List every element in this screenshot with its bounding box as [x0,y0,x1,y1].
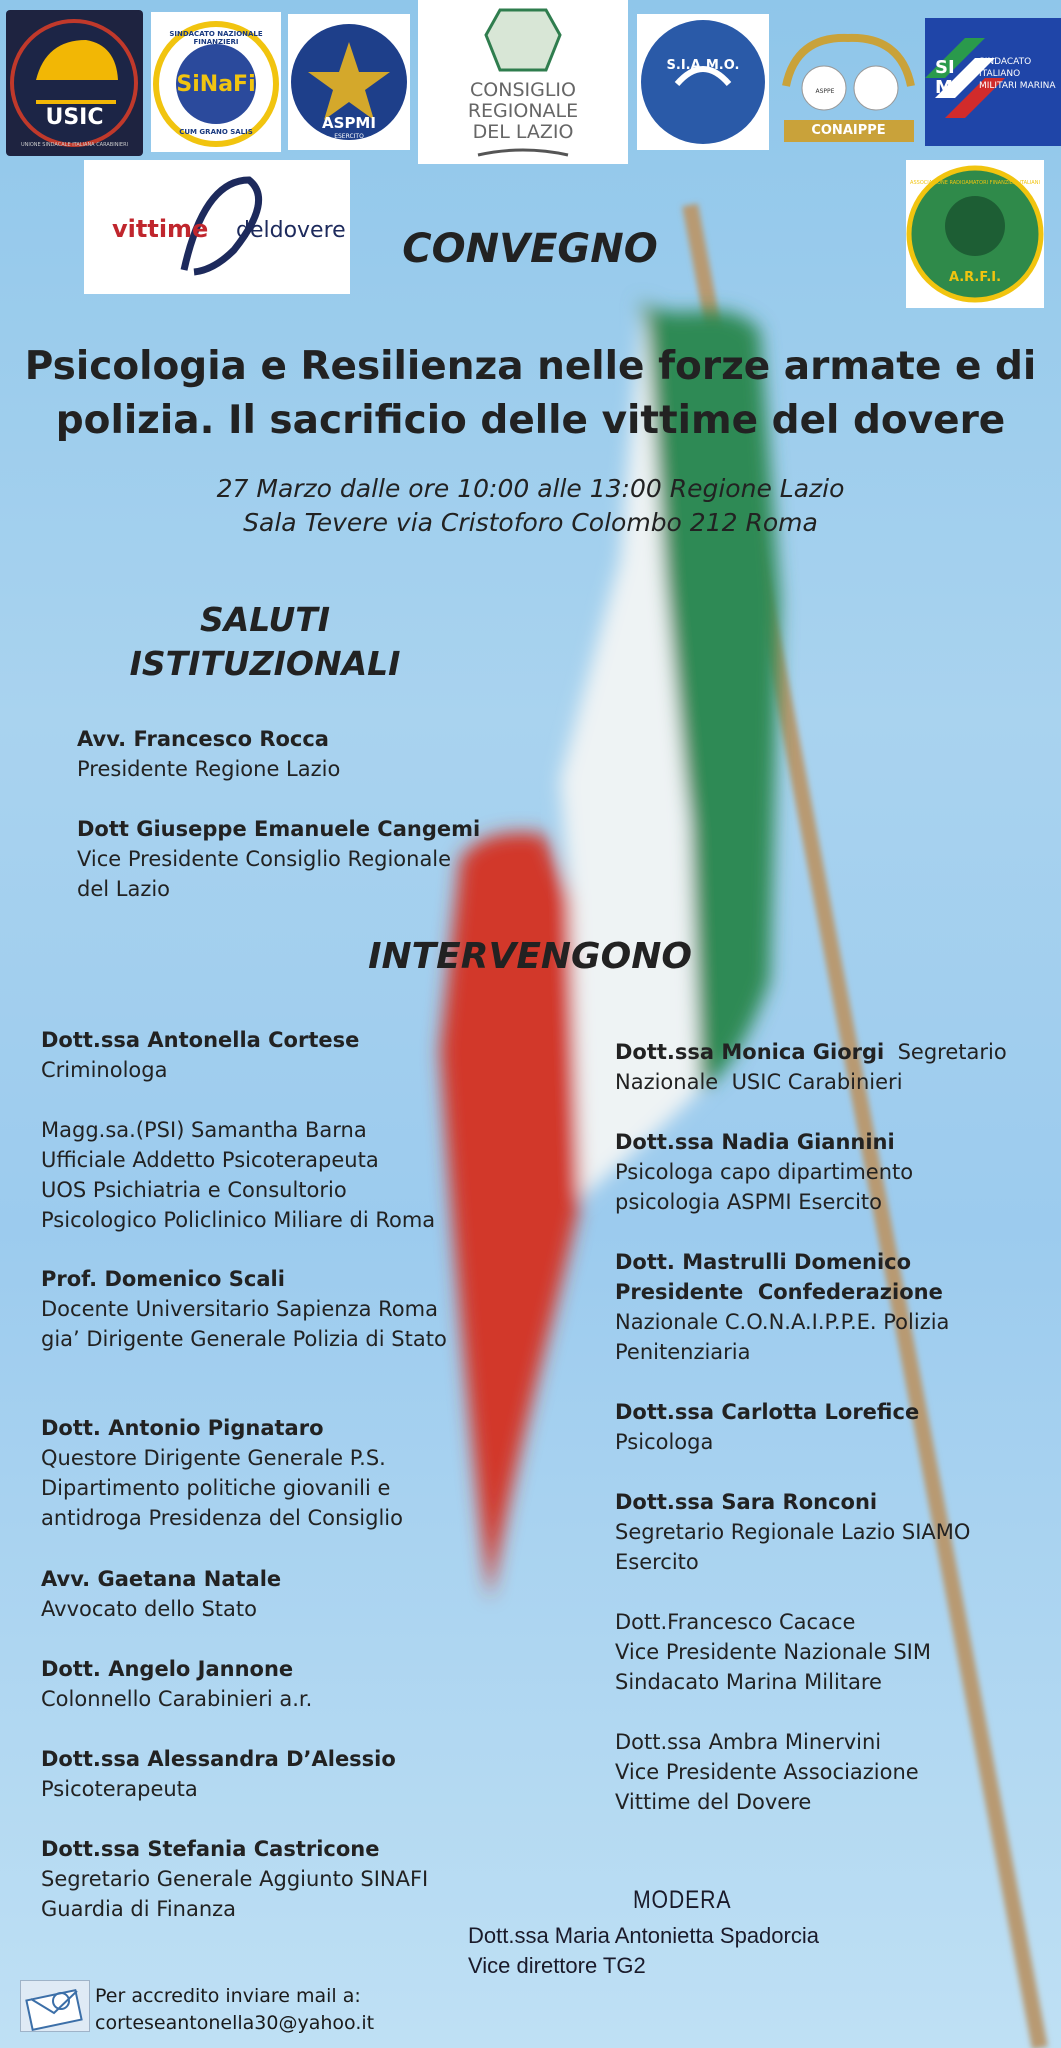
vittime-del-dovere-logo [84,160,350,294]
speaker-role: Colonnello Carabinieri a.r. [41,1687,313,1711]
speaker [41,1115,435,1235]
event-title-line2: polizia. Il sacrificio delle vittime del dovere [55,398,1006,443]
speaker-role: Psicologa [615,1430,714,1454]
saluti-person-role: Vice Presidente Consiglio Regionale [77,847,452,871]
saluti-heading-line2: ISTITUZIONALI [129,644,401,683]
speaker-role: Nazionale USIC Carabinieri [615,1070,903,1094]
speaker-role: Vice Presidente Associazione [615,1760,919,1784]
envelope-icon [21,1981,91,2033]
speaker [41,1744,396,1804]
speaker [41,1564,281,1624]
sinafi-logo [151,12,281,152]
arfi-ring-text: ASSOCIAZIONE RADIOAMATORI FINANZIERI ITALIANI [910,180,1040,186]
sim-text: SINDACATO ITALIANO MILITARI MARINA [979,57,1056,91]
speaker-role: Dott.Francesco Cacace [615,1610,856,1634]
speaker-name: Dott.ssa Carlotta Lorefice [615,1400,920,1424]
arfi-logo [906,160,1044,308]
saluti-person-role: Presidente Regione Lazio [77,757,341,781]
speaker-role: Esercito [615,1550,699,1574]
sim-letters: SIM [935,57,955,98]
siamo-label: S.I.A.M.O. [666,58,740,73]
speaker-role: Vice Presidente Nazionale SIM [615,1640,931,1664]
speaker-role: Psicoterapeuta [41,1777,198,1801]
conaippe-label: CONAIPPE [811,123,886,138]
consiglio-line2: REGIONALE [467,100,579,122]
speaker-name: Dott. Mastrulli Domenico [615,1250,912,1274]
speaker [41,1413,403,1533]
sim-logo [925,18,1061,146]
vittime-text: vittime [112,215,209,243]
event-venue: Sala Tevere via Cristoforo Colombo 212 Roma [243,508,818,537]
usic-ring-text: UNIONE SINDACALE ITALIANA CARABINIERI [20,142,129,148]
intervengono-heading: INTERVENGONO [368,936,692,977]
speaker-role: Segretario Regionale Lazio SIAMO [615,1520,971,1544]
deldovere-text: deldovere [236,218,346,243]
saluti-person-role: del Lazio [77,877,171,901]
speaker-name: Dott.ssa Nadia Giannini [615,1130,895,1154]
speaker-name: Dott.ssa Sara Ronconi [615,1490,878,1514]
speaker [615,1397,919,1457]
saluti-heading [100,598,430,686]
speaker-role: Dott.ssa Ambra Minervini [615,1730,882,1754]
accredito-block [95,1983,374,2037]
conaippe-logo [776,26,921,148]
speaker-role: Magg.sa.(PSI) Samantha Barna [41,1118,367,1142]
speaker-role: Questore Dirigente Generale P.S. [41,1446,386,1470]
event-title-line1: Psicologia e Resilienza nelle forze armate e di [24,344,1037,389]
speaker-role: Criminologa [41,1058,168,1082]
sinafi-label: SiNaFi [176,72,256,97]
accredito-email[interactable]: corteseantonella30@yahoo.it [95,2012,375,2034]
speaker-role: Docente Universitario Sapienza Roma [41,1297,438,1321]
speaker-role: Nazionale C.O.N.A.I.P.P.E. Polizia [615,1310,950,1334]
speaker [615,1127,913,1217]
modera-name: Dott.ssa Maria Antonietta Spadorcia [468,1923,819,1948]
speaker [615,1247,949,1367]
speaker [615,1727,919,1817]
event-title [0,340,1061,448]
speaker-name: Dott.ssa Monica Giorgi [615,1040,885,1064]
speaker-role: gia’ Dirigente Generale Polizia di Stato [41,1327,447,1351]
arfi-label: A.R.F.I. [948,270,1002,285]
speaker-name-suffix: Segretario [884,1040,1007,1064]
speaker-name: Dott.ssa Alessandra D’Alessio [41,1747,396,1771]
speaker-role: UOS Psichiatria e Consultorio [41,1178,347,1202]
speaker-role: Vittime del Dovere [615,1790,812,1814]
usic-label: USIC [45,105,104,130]
speaker-name: Avv. Gaetana Natale [41,1567,282,1591]
modera-role: Vice direttore TG2 [468,1953,646,1978]
aspmi-label: ASPMI [322,114,376,132]
speaker [615,1607,931,1697]
siamo-emblem-icon [637,14,769,150]
speaker-name: Dott.ssa Antonella Cortese [41,1028,360,1052]
speaker-name-line2: Presidente Confederazione [615,1280,943,1304]
speaker-role: Ufficiale Addetto Psicoterapeuta [41,1148,379,1172]
speaker-role: Guardia di Finanza [41,1897,237,1921]
speaker [41,1834,428,1924]
consiglio-line3: DEL LAZIO [472,121,574,143]
saluti-person [77,724,340,784]
aspmi-logo [288,14,410,150]
speaker [41,1025,359,1085]
saluti-person-name: Dott Giuseppe Emanuele Cangemi [77,817,481,841]
saluti-heading-line1: SALUTI [199,600,331,639]
sinafi-motto: CUM GRANO SALIS [179,128,253,136]
speaker-role: Penitenziaria [615,1340,751,1364]
speaker-role: Avvocato dello Stato [41,1597,257,1621]
event-type: CONVEGNO [402,226,658,272]
email-icon [20,1980,90,2032]
speaker [41,1264,447,1354]
speaker-name: Dott.ssa Stefania Castricone [41,1837,380,1861]
speaker [41,1654,312,1714]
event-date-time: 27 Marzo dalle ore 10:00 alle 13:00 Regione Lazio [216,474,845,503]
speaker-role: Dipartimento politiche giovanili e [41,1476,391,1500]
speaker-role: antidroga Presidenza del Consiglio [41,1506,403,1530]
siamo-logo [637,14,769,150]
modera-block [468,1921,819,1981]
usic-emblem-icon [6,10,143,156]
speaker-role: Psicologa capo dipartimento [615,1160,914,1184]
sinafi-ring-text: SINDACATO NAZIONALE FINANZIERI [169,30,263,46]
speaker-name: Dott. Angelo Jannone [41,1657,294,1681]
speaker-name: Dott. Antonio Pignataro [41,1416,324,1440]
speaker-role: Psicologico Policlinico Miliare di Roma [41,1208,436,1232]
speaker-role: psicologia ASPMI Esercito [615,1190,883,1214]
usic-logo [6,10,143,156]
consiglio-line1: CONSIGLIO [470,79,576,101]
aspp-label: ASPPE [815,88,835,95]
speaker [615,1037,1007,1097]
saluti-person-name: Avv. Francesco Rocca [77,727,329,751]
speaker-role: Sindacato Marina Militare [615,1670,882,1694]
accredito-text: Per accredito inviare mail a: [95,1985,361,2007]
modera-label: MODERA [633,1886,732,1914]
speaker-role: Segretario Generale Aggiunto SINAFI [41,1867,429,1891]
saluti-person [77,814,480,904]
consiglio-regionale-logo [418,0,628,164]
speaker [615,1487,970,1577]
speaker-name: Prof. Domenico Scali [41,1267,285,1291]
event-when [0,472,1061,540]
aspmi-sub: ESERCITO [334,133,364,140]
